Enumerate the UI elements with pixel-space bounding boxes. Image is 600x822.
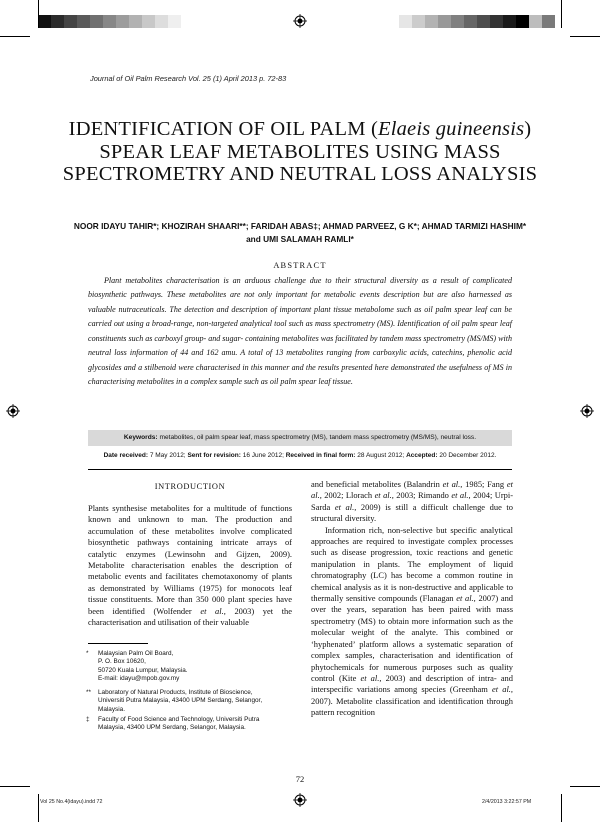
color-swatch: [77, 15, 90, 28]
intro-paragraph-left: Plants synthesise metabolites for a multitude of functions known and unknown to man. The production and accumulation of these metabolites involve complicated biosynthetic pathways containing intricate arrays of catalytic enzymes (Lewinsohn and Gijzen, 2009). Metabolite characterisation enables the description of metabolic events and facilitates chemotaxonomy of plants as demonstrated by Williams (1975) for monocots leaf tissue constituents. More than 350 000 plant species have been identified (Wolfender et al., 2003) yet the characterisation and utilisation of their valuable: [88, 503, 293, 628]
color-swatch: [142, 15, 155, 28]
page-number: 72: [295, 774, 305, 784]
color-swatch: [116, 15, 129, 28]
crop-mark: [561, 794, 562, 822]
footnote-line: Universiti Putra Malaysia, 43400 UPM Serdang, Selangor,: [98, 697, 263, 705]
color-swatch: [490, 15, 503, 28]
color-swatch: [542, 15, 555, 28]
footnote-text: [98, 689, 298, 714]
color-swatch: [90, 15, 103, 28]
author-list: NOOR IDAYU TAHIR*; KHOZIRAH SHAARI**; FARIDAH ABAS‡; AHMAD PARVEEZ, G K*; AHMAD TARMIZI HASHIM* and UMI SALAMAH RAMLI*: [73, 221, 527, 244]
crop-mark: [38, 794, 39, 822]
footnote-divider: [88, 643, 148, 644]
species-name: Elaeis guineensis: [377, 118, 525, 140]
abstract-text: Plant metabolites characterisation is an arduous challenge due to their structural diversity as a result of complicated biosynthetic pathways. These metabolites are not only important for metabolic events description but are also harnessed as valuable nutraceuticals. The detection and description of important plant tissue metabolome such as oil palm spear leaf can be carried out using a broad-range, non-targeted analytical tool such as mass spectrometry (MS). Identification of oil palm spear leaf constituents such as carboxyl group- and sugar- containing metabolites was facilitated by tandem mass spectrometry (MS/MS) with neutral loss information of 44 and 162 amu. A total of 13 metabolites ranging from carboxylic acids, catechins, phenolic acid glycosides and a stilbenoid were characterised in this manner and the results presented here demonstrated the usefulness of MS in characterising metabolites in a complex sample such as oil palm spear leaf tissue.: [88, 276, 512, 387]
color-swatch: [451, 15, 464, 28]
paper-title: IDENTIFICATION OF OIL PALM (Elaeis guineensis) SPEAR LEAF METABOLITES USING MASS SPECTROMETRY AND NEUTRAL LOSS ANALYSIS: [62, 118, 538, 185]
crop-mark: [38, 0, 39, 28]
color-swatch: [38, 15, 51, 28]
color-swatch: [399, 15, 412, 28]
crop-mark: [0, 36, 30, 37]
color-swatch: [51, 15, 64, 28]
footnote-line: Malaysia, 43400 UPM Serdang, Selangor, Malaysia.: [98, 724, 246, 732]
divider: [88, 469, 512, 470]
submission-dates: Date received: 7 May 2012; Sent for revision: 16 June 2012; Received in final form: 28 August 2012; Accepted: 20 December 2012.: [103, 452, 497, 459]
footnote-text: [98, 650, 298, 684]
slug-right: 2/4/2013 3:22:57 PM: [482, 799, 532, 805]
footnote-mark: *: [86, 650, 89, 657]
footnote-line: P. O. Box 10620,: [98, 658, 146, 666]
footnote-line: 50720 Kuala Lumpur, Malaysia.: [98, 666, 188, 674]
footnote-mark: **: [86, 689, 91, 696]
crop-mark: [561, 0, 562, 28]
footnote-line: E-mail: idayu@mpob.gov.my: [98, 675, 180, 683]
color-swatch: [64, 15, 77, 28]
keywords-label: Keywords:: [123, 434, 158, 441]
color-swatch: [129, 15, 142, 28]
color-bar-right: [386, 15, 555, 28]
keywords-box: [88, 430, 512, 446]
color-swatch: [386, 15, 399, 28]
abstract-heading: ABSTRACT: [273, 261, 327, 270]
color-swatch: [529, 15, 542, 28]
keywords-text: metabolites, oil palm spear leaf, mass spectrometry (MS), tandem mass spectrometry (MS/MS), neutral loss.: [159, 434, 477, 441]
color-swatch: [168, 15, 181, 28]
color-bar-left: [38, 15, 181, 28]
color-swatch: [503, 15, 516, 28]
color-swatch: [103, 15, 116, 28]
color-swatch: [464, 15, 477, 28]
color-swatch: [516, 15, 529, 28]
registration-mark-bottom-icon: [293, 793, 307, 807]
crop-mark: [0, 786, 30, 787]
color-swatch: [477, 15, 490, 28]
crop-mark: [570, 36, 600, 37]
slug-left: Vol 25 No.4(idayu).indd 72: [40, 799, 103, 805]
footnote-line: Malaysia.: [98, 705, 125, 713]
crop-mark: [570, 786, 600, 787]
journal-header: Journal of Oil Palm Research Vol. 25 (1) April 2013 p. 72-83: [90, 74, 287, 83]
registration-mark-left-icon: [6, 404, 20, 418]
section-heading-introduction: INTRODUCTION: [154, 482, 226, 491]
intro-paragraph-right: and beneficial metabolites (Balandrin et al., 1985; Fang et al., 2002; Llorach et al., 2003; Rimando et al., 2004; Urpi-Sarda et al., 2009) is still a difficult challenge due to structural diversity. Information rich, non-selective but specific analytical approaches are required to investigate complex processes such as disease progression, toxic reactions and genetic manipulation in plants. The employment of liquid chromatography (LC) has become a common routine in chemical analysis as it is non-destructive and applicable to thermally sensitive compounds (Flanagan et al., 2007) and over the years, separation has been paired with mass spectrometry (MS) to obtain more information such as the molecular weight of the analyte. This combined or ‘hyphenated’ platform allows a systematic separation of complex samples, characterisation and identification of phytochemicals for numerous purposes such as quality control (Kite et al., 2003) and description of intra- and interspecific variations among species (Greenham et al., 2007). Metabolite classification and identification through pattern recognition: [311, 479, 514, 718]
color-swatch: [155, 15, 168, 28]
footnote-mark: ‡: [86, 716, 90, 723]
footnote-line: Faculty of Food Science and Technology, Universiti Putra: [98, 716, 260, 723]
color-swatch: [412, 15, 425, 28]
footnote-line: Laboratory of Natural Products, Institute of Bioscience,: [98, 689, 253, 696]
footnote-text: [98, 716, 298, 733]
registration-mark-right-icon: [580, 404, 594, 418]
registration-mark-top-icon: [293, 14, 307, 28]
footnote-line: Malaysian Palm Oil Board,: [98, 650, 174, 657]
color-swatch: [438, 15, 451, 28]
color-swatch: [425, 15, 438, 28]
